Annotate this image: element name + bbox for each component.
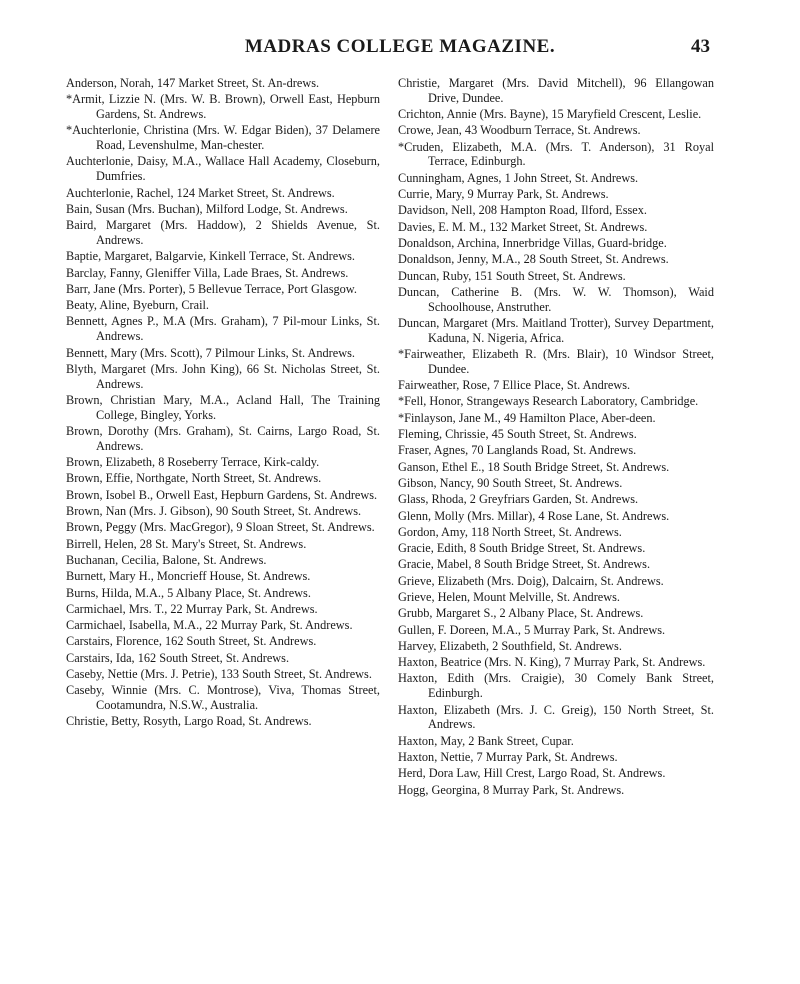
list-item: Auchterlonie, Rachel, 124 Market Street, St. Andrews.	[66, 185, 335, 200]
list-item: Blyth, Margaret (Mrs. John King), 66 St. Nicholas Street, St. Andrews.	[66, 361, 380, 391]
list-item: Brown, Effie, Northgate, North Street, St. Andrews.	[66, 471, 322, 486]
list-item: Carstairs, Florence, 162 South Street, St. Andrews.	[66, 634, 317, 649]
page-number: 43	[691, 36, 710, 57]
list-item: Crichton, Annie (Mrs. Bayne), 15 Maryfield Crescent, Leslie.	[398, 107, 702, 122]
list-item: Carstairs, Ida, 162 South Street, St. Andrews.	[66, 650, 290, 665]
list-item: Gracie, Mabel, 8 South Bridge Street, St. Andrews.	[398, 557, 651, 572]
list-item: Haxton, Nettie, 7 Murray Park, St. Andrews.	[398, 749, 618, 764]
list-item: Bennett, Agnes P., M.A (Mrs. Graham), 7 Pil-mour Links, St. Andrews.	[66, 314, 380, 344]
page-title: MADRAS COLLEGE MAGAZINE.	[244, 36, 556, 57]
list-item: Birrell, Helen, 28 St. Mary's Street, St. Andrews.	[66, 536, 307, 551]
list-item: Gordon, Amy, 118 North Street, St. Andrews.	[398, 524, 622, 539]
list-item: *Fairweather, Elizabeth R. (Mrs. Blair), 10 Windsor Street, Dundee.	[398, 347, 714, 376]
list-item: Grieve, Elizabeth (Mrs. Doig), Dalcairn, St. Andrews.	[398, 573, 664, 588]
left-column	[66, 76, 380, 731]
list-item: *Fell, Honor, Strangeways Research Laboratory, Cambridge.	[398, 394, 699, 409]
list-item: *Cruden, Elizabeth, M.A. (Mrs. T. Anderson), 31 Royal Terrace, Edinburgh.	[398, 139, 714, 169]
list-item: Gracie, Edith, 8 South Bridge Street, St. Andrews.	[398, 541, 646, 556]
list-item: Currie, Mary, 9 Murray Park, St. Andrews.	[398, 187, 609, 202]
list-item: Davies, E. M. M., 132 Market Street, St. Andrews.	[398, 219, 648, 234]
list-item: Brown, Nan (Mrs. J. Gibson), 90 South Street, St. Andrews.	[66, 504, 362, 519]
list-item: Bennett, Mary (Mrs. Scott), 7 Pilmour Links, St. Andrews.	[66, 345, 355, 360]
list-item: Carmichael, Mrs. T., 22 Murray Park, St. Andrews.	[66, 601, 318, 616]
list-item: Burns, Hilda, M.A., 5 Albany Place, St. Andrews.	[66, 585, 311, 600]
list-item: Herd, Dora Law, Hill Crest, Largo Road, St. Andrews.	[398, 766, 666, 781]
list-item: Buchanan, Cecilia, Balone, St. Andrews.	[66, 552, 267, 567]
list-item: Christie, Betty, Rosyth, Largo Road, St. Andrews.	[66, 714, 312, 729]
list-item: Baptie, Margaret, Balgarvie, Kinkell Terrace, St. Andrews.	[66, 249, 355, 264]
list-item: Donaldson, Archina, Innerbridge Villas, Guard-bridge.	[398, 235, 667, 250]
list-item: Auchterlonie, Daisy, M.A., Wallace Hall Academy, Closeburn, Dumfries.	[66, 154, 380, 184]
list-item: Christie, Margaret (Mrs. David Mitchell), 96 Ellangowan Drive, Dundee.	[398, 76, 714, 105]
list-item: Barr, Jane (Mrs. Porter), 5 Bellevue Terrace, Port Glasgow.	[66, 281, 357, 296]
list-item: Davidson, Nell, 208 Hampton Road, Ilford, Essex.	[398, 203, 647, 218]
list-item: Brown, Christian Mary, M.A., Acland Hall, The Training College, Bingley, Yorks.	[66, 392, 380, 422]
list-item: Fleming, Chrissie, 45 South Street, St. Andrews.	[398, 427, 637, 442]
list-item: Baird, Margaret (Mrs. Haddow), 2 Shields Avenue, St. Andrews.	[66, 218, 380, 247]
list-item: Crowe, Jean, 43 Woodburn Terrace, St. Andrews.	[398, 123, 641, 138]
list-item: *Auchterlonie, Christina (Mrs. W. Edgar Biden), 37 Delamere Road, Levenshulme, Man-chester.	[66, 123, 380, 153]
list-item: Haxton, May, 2 Bank Street, Cupar.	[398, 733, 574, 748]
list-item: Brown, Dorothy (Mrs. Graham), St. Cairns, Largo Road, St. Andrews.	[66, 424, 380, 453]
list-item: Duncan, Ruby, 151 South Street, St. Andrews.	[398, 268, 626, 283]
list-item: Grubb, Margaret S., 2 Albany Place, St. Andrews.	[398, 606, 644, 621]
list-item: Barclay, Fanny, Gleniffer Villa, Lade Braes, St. Andrews.	[66, 265, 349, 280]
list-item: Gullen, F. Doreen, M.A., 5 Murray Park, St. Andrews.	[398, 622, 666, 637]
list-item: Fraser, Agnes, 70 Langlands Road, St. Andrews.	[398, 443, 637, 458]
page-header	[0, 36, 800, 60]
list-item: Haxton, Elizabeth (Mrs. J. C. Greig), 150 North Street, St. Andrews.	[398, 702, 714, 732]
list-item: Glass, Rhoda, 2 Greyfriars Garden, St. Andrews.	[398, 492, 639, 507]
list-item: Cunningham, Agnes, 1 John Street, St. Andrews.	[398, 170, 639, 185]
list-item: Brown, Peggy (Mrs. MacGregor), 9 Sloan Street, St. Andrews.	[66, 520, 375, 535]
list-item: Haxton, Beatrice (Mrs. N. King), 7 Murray Park, St. Andrews.	[398, 655, 706, 670]
list-item: Duncan, Margaret (Mrs. Maitland Trotter), Survey Department, Kaduna, N. Nigeria, Africa.	[398, 315, 714, 345]
list-item: Duncan, Catherine B. (Mrs. W. W. Thomson), Waid Schoolhouse, Anstruther.	[398, 284, 714, 314]
list-item: Hogg, Georgina, 8 Murray Park, St. Andrews.	[398, 782, 625, 797]
list-item: *Finlayson, Jane M., 49 Hamilton Place, Aber-deen.	[398, 410, 656, 425]
list-item: Carmichael, Isabella, M.A., 22 Murray Park, St. Andrews.	[66, 618, 353, 633]
list-item: Donaldson, Jenny, M.A., 28 South Street, St. Andrews.	[398, 252, 669, 267]
list-item: Glenn, Molly (Mrs. Millar), 4 Rose Lane, St. Andrews.	[398, 508, 670, 523]
list-item: Grieve, Helen, Mount Melville, St. Andrews.	[398, 590, 620, 604]
list-item: Haxton, Edith (Mrs. Craigie), 30 Comely Bank Street, Edinburgh.	[398, 671, 714, 701]
right-column	[398, 76, 714, 799]
list-item: *Armit, Lizzie N. (Mrs. W. B. Brown), Orwell East, Hepburn Gardens, St. Andrews.	[66, 92, 380, 122]
list-item: Caseby, Winnie (Mrs. C. Montrose), Viva, Thomas Street, Cootamundra, N.S.W., Australia.	[66, 683, 380, 713]
list-item: Fairweather, Rose, 7 Ellice Place, St. Andrews.	[398, 378, 631, 393]
list-item: Bain, Susan (Mrs. Buchan), Milford Lodge, St. Andrews.	[66, 201, 348, 216]
list-item: Beaty, Aline, Byeburn, Crail.	[66, 298, 209, 313]
list-item: Brown, Isobel B., Orwell East, Hepburn Gardens, St. Andrews.	[66, 487, 378, 502]
list-item: Gibson, Nancy, 90 South Street, St. Andrews.	[398, 475, 623, 490]
list-item: Ganson, Ethel E., 18 South Bridge Street, St. Andrews.	[398, 459, 670, 474]
list-item: Burnett, Mary H., Moncrieff House, St. Andrews.	[66, 569, 311, 584]
list-item: Caseby, Nettie (Mrs. J. Petrie), 133 South Street, St. Andrews.	[66, 666, 372, 681]
list-item: Harvey, Elizabeth, 2 Southfield, St. Andrews.	[398, 638, 622, 653]
list-item: Anderson, Norah, 147 Market Street, St. An-drews.	[66, 76, 320, 90]
list-item: Brown, Elizabeth, 8 Roseberry Terrace, Kirk-caldy.	[66, 455, 320, 470]
